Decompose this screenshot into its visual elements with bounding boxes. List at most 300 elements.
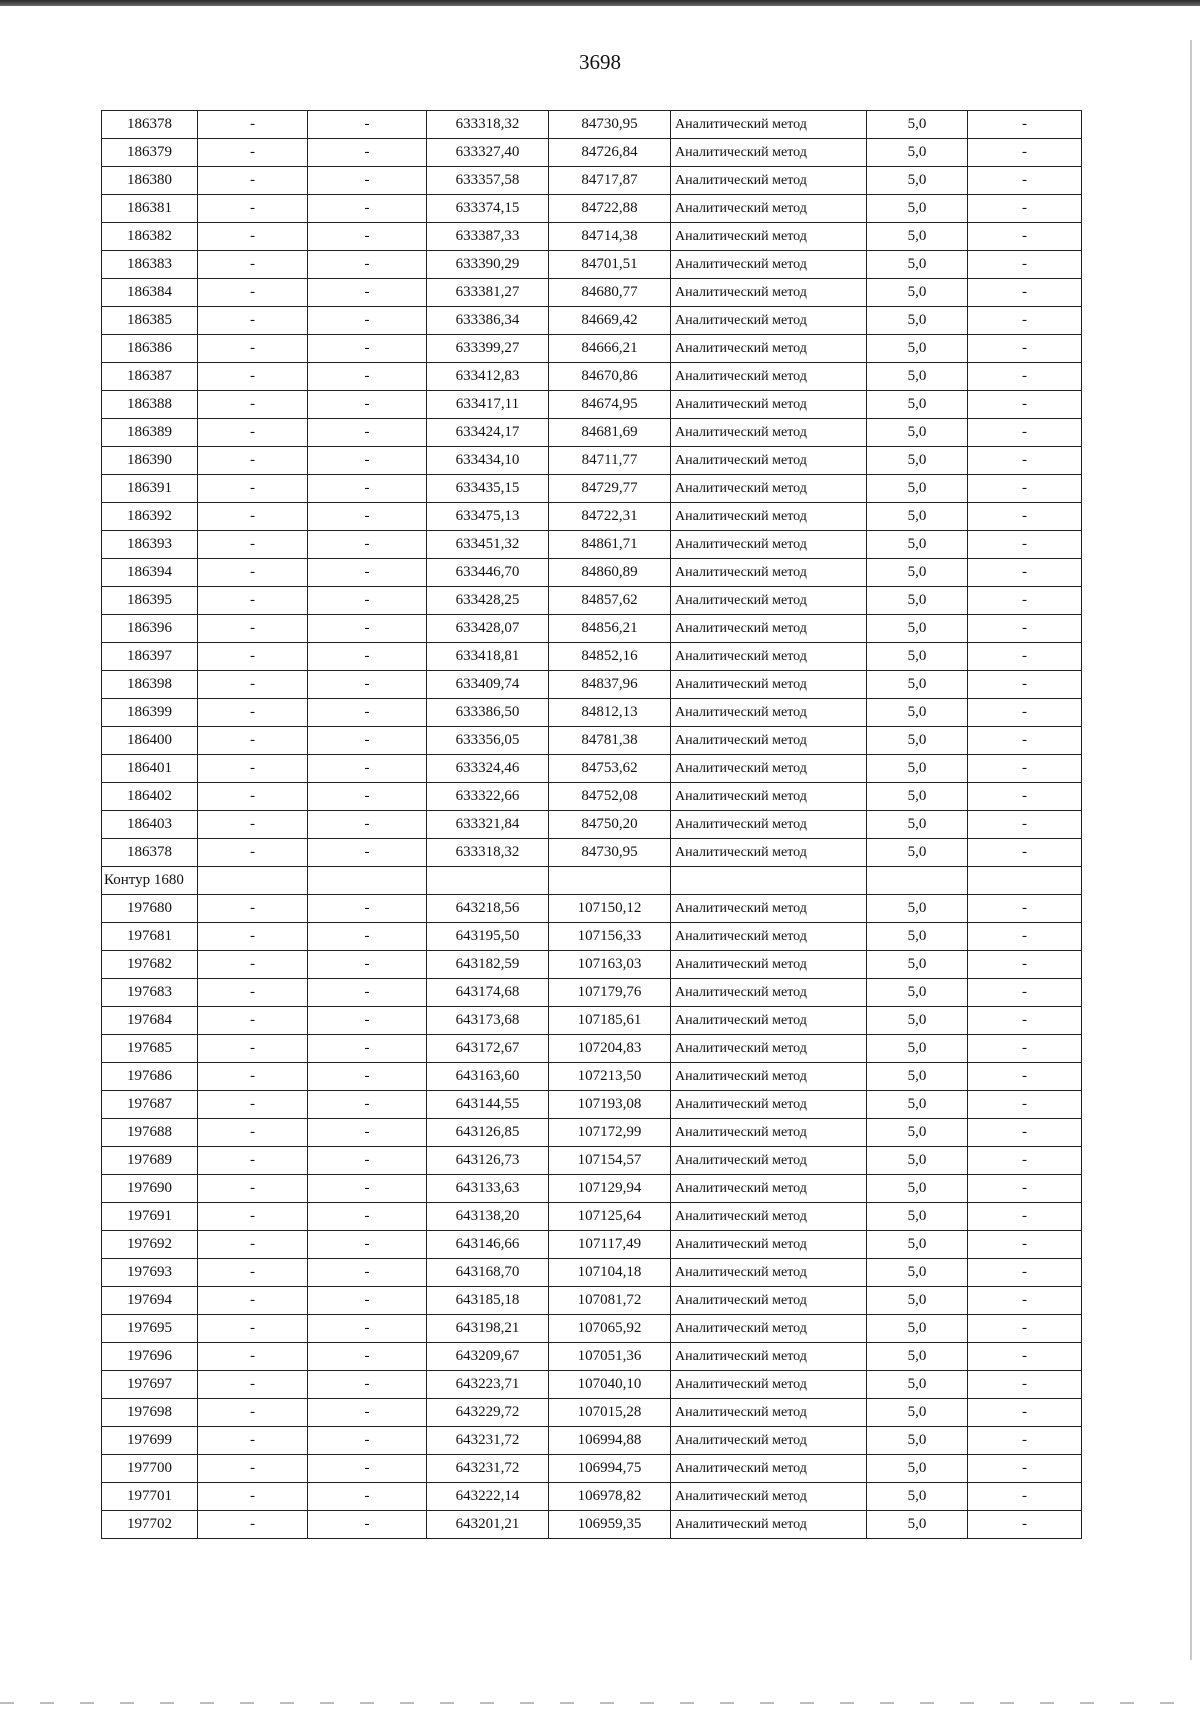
- table-row: [102, 1455, 1082, 1483]
- table-row: [102, 111, 1082, 139]
- accuracy-cell: 5,0: [867, 391, 968, 419]
- accuracy-cell: 5,0: [867, 1399, 968, 1427]
- table-row: [102, 307, 1082, 335]
- table-row: [102, 419, 1082, 447]
- dash-cell: -: [968, 139, 1082, 167]
- table-row: [102, 1007, 1082, 1035]
- coordinate-x-cell: 633475,13: [427, 503, 549, 531]
- point-number-cell: 186378: [102, 111, 198, 139]
- coordinate-x-cell: 643168,70: [427, 1259, 549, 1287]
- method-cell: Аналитический метод: [671, 1287, 867, 1315]
- dash-cell: -: [308, 1119, 427, 1147]
- coordinate-y-cell: 84856,21: [549, 615, 671, 643]
- coordinate-y-cell: 107179,76: [549, 979, 671, 1007]
- coordinate-x-cell: 643222,14: [427, 1483, 549, 1511]
- coordinate-x-cell: 633321,84: [427, 811, 549, 839]
- table-row: [102, 811, 1082, 839]
- scan-bottom-edge: [0, 1702, 1200, 1704]
- dash-cell: -: [198, 1287, 308, 1315]
- method-cell: Аналитический метод: [671, 895, 867, 923]
- method-cell: Аналитический метод: [671, 531, 867, 559]
- empty-cell: [427, 867, 549, 895]
- coordinate-y-cell: 107213,50: [549, 1063, 671, 1091]
- coordinate-y-cell: 107117,49: [549, 1231, 671, 1259]
- dash-cell: -: [308, 419, 427, 447]
- dash-cell: -: [198, 1063, 308, 1091]
- coordinate-x-cell: 643163,60: [427, 1063, 549, 1091]
- coordinate-x-cell: 643195,50: [427, 923, 549, 951]
- dash-cell: -: [968, 475, 1082, 503]
- coordinate-x-cell: 633412,83: [427, 363, 549, 391]
- dash-cell: -: [198, 307, 308, 335]
- coordinates-table-body: [102, 111, 1082, 1539]
- dash-cell: -: [308, 1007, 427, 1035]
- accuracy-cell: 5,0: [867, 1007, 968, 1035]
- coordinate-x-cell: 643126,85: [427, 1119, 549, 1147]
- dash-cell: -: [968, 223, 1082, 251]
- point-number-cell: 186388: [102, 391, 198, 419]
- coordinate-y-cell: 84852,16: [549, 643, 671, 671]
- dash-cell: -: [198, 1511, 308, 1539]
- dash-cell: -: [308, 503, 427, 531]
- method-cell: Аналитический метод: [671, 419, 867, 447]
- dash-cell: -: [308, 1343, 427, 1371]
- dash-cell: -: [308, 1427, 427, 1455]
- table-row: [102, 699, 1082, 727]
- point-number-cell: 197687: [102, 1091, 198, 1119]
- table-row: [102, 1287, 1082, 1315]
- point-number-cell: 186393: [102, 531, 198, 559]
- coordinate-x-cell: 633374,15: [427, 195, 549, 223]
- point-number-cell: 186403: [102, 811, 198, 839]
- point-number-cell: 197696: [102, 1343, 198, 1371]
- coordinates-table: [101, 110, 1082, 1539]
- dash-cell: -: [198, 559, 308, 587]
- point-number-cell: 197684: [102, 1007, 198, 1035]
- coordinate-x-cell: 633409,74: [427, 671, 549, 699]
- dash-cell: -: [968, 755, 1082, 783]
- dash-cell: -: [308, 475, 427, 503]
- point-number-cell: 186385: [102, 307, 198, 335]
- accuracy-cell: 5,0: [867, 951, 968, 979]
- table-row: [102, 559, 1082, 587]
- table-row: [102, 1119, 1082, 1147]
- method-cell: Аналитический метод: [671, 391, 867, 419]
- accuracy-cell: 5,0: [867, 979, 968, 1007]
- dash-cell: -: [198, 979, 308, 1007]
- dash-cell: -: [198, 923, 308, 951]
- accuracy-cell: 5,0: [867, 363, 968, 391]
- dash-cell: -: [308, 335, 427, 363]
- dash-cell: -: [968, 1343, 1082, 1371]
- accuracy-cell: 5,0: [867, 1483, 968, 1511]
- coordinate-x-cell: 633390,29: [427, 251, 549, 279]
- coordinate-y-cell: 107163,03: [549, 951, 671, 979]
- coordinate-x-cell: 643223,71: [427, 1371, 549, 1399]
- coordinate-y-cell: 84711,77: [549, 447, 671, 475]
- point-number-cell: 186384: [102, 279, 198, 307]
- accuracy-cell: 5,0: [867, 279, 968, 307]
- dash-cell: -: [968, 671, 1082, 699]
- coordinate-y-cell: 107129,94: [549, 1175, 671, 1203]
- accuracy-cell: 5,0: [867, 671, 968, 699]
- dash-cell: -: [968, 335, 1082, 363]
- method-cell: Аналитический метод: [671, 1483, 867, 1511]
- dash-cell: -: [198, 699, 308, 727]
- table-row: [102, 335, 1082, 363]
- method-cell: Аналитический метод: [671, 307, 867, 335]
- dash-cell: -: [968, 307, 1082, 335]
- table-row: [102, 391, 1082, 419]
- coordinate-y-cell: 84861,71: [549, 531, 671, 559]
- method-cell: Аналитический метод: [671, 1455, 867, 1483]
- method-cell: Аналитический метод: [671, 1511, 867, 1539]
- dash-cell: -: [198, 1147, 308, 1175]
- dash-cell: -: [968, 167, 1082, 195]
- table-row: [102, 895, 1082, 923]
- dash-cell: -: [968, 447, 1082, 475]
- dash-cell: -: [308, 1371, 427, 1399]
- coordinate-y-cell: 107081,72: [549, 1287, 671, 1315]
- dash-cell: -: [308, 111, 427, 139]
- accuracy-cell: 5,0: [867, 1119, 968, 1147]
- accuracy-cell: 5,0: [867, 447, 968, 475]
- dash-cell: -: [198, 1483, 308, 1511]
- point-number-cell: 197685: [102, 1035, 198, 1063]
- point-number-cell: 186383: [102, 251, 198, 279]
- coordinate-y-cell: 84669,42: [549, 307, 671, 335]
- point-number-cell: 197692: [102, 1231, 198, 1259]
- method-cell: Аналитический метод: [671, 559, 867, 587]
- accuracy-cell: 5,0: [867, 755, 968, 783]
- coordinate-y-cell: 107125,64: [549, 1203, 671, 1231]
- dash-cell: -: [198, 615, 308, 643]
- dash-cell: -: [308, 671, 427, 699]
- dash-cell: -: [308, 1259, 427, 1287]
- point-number-cell: 186389: [102, 419, 198, 447]
- dash-cell: -: [198, 335, 308, 363]
- dash-cell: -: [198, 1091, 308, 1119]
- accuracy-cell: 5,0: [867, 895, 968, 923]
- accuracy-cell: 5,0: [867, 1175, 968, 1203]
- coordinate-y-cell: 84857,62: [549, 587, 671, 615]
- dash-cell: -: [968, 895, 1082, 923]
- table-row: [102, 251, 1082, 279]
- dash-cell: -: [308, 755, 427, 783]
- dash-cell: -: [968, 1455, 1082, 1483]
- coordinate-x-cell: 633356,05: [427, 727, 549, 755]
- accuracy-cell: 5,0: [867, 811, 968, 839]
- coordinate-x-cell: 643209,67: [427, 1343, 549, 1371]
- dash-cell: -: [198, 419, 308, 447]
- table-row: [102, 923, 1082, 951]
- dash-cell: -: [968, 951, 1082, 979]
- coordinate-x-cell: 633318,32: [427, 839, 549, 867]
- table-row: [102, 1175, 1082, 1203]
- coordinate-x-cell: 633327,40: [427, 139, 549, 167]
- point-number-cell: 197701: [102, 1483, 198, 1511]
- dash-cell: -: [308, 587, 427, 615]
- coordinate-y-cell: 107015,28: [549, 1399, 671, 1427]
- accuracy-cell: 5,0: [867, 1315, 968, 1343]
- coordinate-y-cell: 84812,13: [549, 699, 671, 727]
- coordinate-y-cell: 84726,84: [549, 139, 671, 167]
- coordinate-y-cell: 84717,87: [549, 167, 671, 195]
- table-row: [102, 1147, 1082, 1175]
- point-number-cell: 197690: [102, 1175, 198, 1203]
- accuracy-cell: 5,0: [867, 503, 968, 531]
- empty-cell: [549, 867, 671, 895]
- method-cell: Аналитический метод: [671, 755, 867, 783]
- dash-cell: -: [308, 1063, 427, 1091]
- coordinate-x-cell: 633318,32: [427, 111, 549, 139]
- dash-cell: -: [198, 727, 308, 755]
- dash-cell: -: [968, 783, 1082, 811]
- coordinate-x-cell: 633381,27: [427, 279, 549, 307]
- dash-cell: -: [968, 615, 1082, 643]
- coordinate-x-cell: 643218,56: [427, 895, 549, 923]
- method-cell: Аналитический метод: [671, 643, 867, 671]
- coordinate-x-cell: 643229,72: [427, 1399, 549, 1427]
- contour-label: Контур 1680: [102, 867, 198, 895]
- table-row: [102, 139, 1082, 167]
- coordinate-x-cell: 633434,10: [427, 447, 549, 475]
- dash-cell: -: [198, 391, 308, 419]
- coordinate-x-cell: 643126,73: [427, 1147, 549, 1175]
- coordinate-x-cell: 633435,15: [427, 475, 549, 503]
- dash-cell: -: [968, 699, 1082, 727]
- coordinate-y-cell: 84860,89: [549, 559, 671, 587]
- coordinate-x-cell: 633386,34: [427, 307, 549, 335]
- coordinate-y-cell: 107040,10: [549, 1371, 671, 1399]
- accuracy-cell: 5,0: [867, 1147, 968, 1175]
- empty-cell: [308, 867, 427, 895]
- dash-cell: -: [308, 531, 427, 559]
- point-number-cell: 197686: [102, 1063, 198, 1091]
- empty-cell: [198, 867, 308, 895]
- point-number-cell: 186378: [102, 839, 198, 867]
- table-row: [102, 783, 1082, 811]
- coordinate-y-cell: 84722,31: [549, 503, 671, 531]
- coordinate-x-cell: 633417,11: [427, 391, 549, 419]
- method-cell: Аналитический метод: [671, 727, 867, 755]
- dash-cell: -: [308, 615, 427, 643]
- point-number-cell: 186395: [102, 587, 198, 615]
- dash-cell: -: [968, 1483, 1082, 1511]
- dash-cell: -: [198, 167, 308, 195]
- accuracy-cell: 5,0: [867, 223, 968, 251]
- coordinate-y-cell: 106994,75: [549, 1455, 671, 1483]
- dash-cell: -: [968, 1427, 1082, 1455]
- dash-cell: -: [968, 1063, 1082, 1091]
- dash-cell: -: [198, 643, 308, 671]
- dash-cell: -: [968, 1231, 1082, 1259]
- dash-cell: -: [308, 1091, 427, 1119]
- coordinate-y-cell: 84674,95: [549, 391, 671, 419]
- dash-cell: -: [968, 419, 1082, 447]
- coordinate-x-cell: 633357,58: [427, 167, 549, 195]
- coordinate-x-cell: 633324,46: [427, 755, 549, 783]
- method-cell: Аналитический метод: [671, 951, 867, 979]
- method-cell: Аналитический метод: [671, 195, 867, 223]
- accuracy-cell: 5,0: [867, 1455, 968, 1483]
- dash-cell: -: [198, 1175, 308, 1203]
- coordinate-y-cell: 107154,57: [549, 1147, 671, 1175]
- method-cell: Аналитический метод: [671, 167, 867, 195]
- method-cell: Аналитический метод: [671, 1427, 867, 1455]
- coordinate-x-cell: 633446,70: [427, 559, 549, 587]
- coordinate-x-cell: 633418,81: [427, 643, 549, 671]
- empty-cell: [867, 867, 968, 895]
- table-row: [102, 1203, 1082, 1231]
- point-number-cell: 186382: [102, 223, 198, 251]
- dash-cell: -: [198, 839, 308, 867]
- coordinate-x-cell: 633428,07: [427, 615, 549, 643]
- accuracy-cell: 5,0: [867, 783, 968, 811]
- dash-cell: -: [968, 1203, 1082, 1231]
- dash-cell: -: [308, 839, 427, 867]
- dash-cell: -: [308, 783, 427, 811]
- point-number-cell: 197702: [102, 1511, 198, 1539]
- point-number-cell: 186379: [102, 139, 198, 167]
- coordinate-x-cell: 643138,20: [427, 1203, 549, 1231]
- dash-cell: -: [968, 839, 1082, 867]
- coordinate-y-cell: 84730,95: [549, 839, 671, 867]
- dash-cell: -: [308, 167, 427, 195]
- method-cell: Аналитический метод: [671, 447, 867, 475]
- dash-cell: -: [308, 1315, 427, 1343]
- dash-cell: -: [198, 1399, 308, 1427]
- dash-cell: -: [308, 1287, 427, 1315]
- dash-cell: -: [308, 307, 427, 335]
- dash-cell: -: [198, 447, 308, 475]
- coordinate-y-cell: 84714,38: [549, 223, 671, 251]
- point-number-cell: 197680: [102, 895, 198, 923]
- method-cell: Аналитический метод: [671, 1035, 867, 1063]
- dash-cell: -: [198, 1315, 308, 1343]
- scan-right-edge: [1190, 40, 1192, 1660]
- point-number-cell: 186396: [102, 615, 198, 643]
- dash-cell: -: [198, 111, 308, 139]
- contour-header-row: [102, 867, 1082, 895]
- table-row: [102, 1427, 1082, 1455]
- coordinate-y-cell: 107150,12: [549, 895, 671, 923]
- table-row: [102, 195, 1082, 223]
- table-row: [102, 1399, 1082, 1427]
- coordinate-x-cell: 633424,17: [427, 419, 549, 447]
- coordinate-x-cell: 643133,63: [427, 1175, 549, 1203]
- point-number-cell: 197689: [102, 1147, 198, 1175]
- empty-cell: [671, 867, 867, 895]
- method-cell: Аналитический метод: [671, 1399, 867, 1427]
- method-cell: Аналитический метод: [671, 699, 867, 727]
- dash-cell: -: [198, 279, 308, 307]
- dash-cell: -: [198, 1427, 308, 1455]
- accuracy-cell: 5,0: [867, 111, 968, 139]
- accuracy-cell: 5,0: [867, 1371, 968, 1399]
- dash-cell: -: [968, 587, 1082, 615]
- table-row: [102, 587, 1082, 615]
- coordinate-y-cell: 84681,69: [549, 419, 671, 447]
- accuracy-cell: 5,0: [867, 587, 968, 615]
- accuracy-cell: 5,0: [867, 167, 968, 195]
- table-row: [102, 615, 1082, 643]
- dash-cell: -: [198, 531, 308, 559]
- method-cell: Аналитический метод: [671, 1231, 867, 1259]
- method-cell: Аналитический метод: [671, 335, 867, 363]
- table-row: [102, 279, 1082, 307]
- method-cell: Аналитический метод: [671, 503, 867, 531]
- table-row: [102, 671, 1082, 699]
- point-number-cell: 186394: [102, 559, 198, 587]
- dash-cell: -: [198, 895, 308, 923]
- coordinate-y-cell: 84701,51: [549, 251, 671, 279]
- dash-cell: -: [968, 195, 1082, 223]
- coordinate-y-cell: 107193,08: [549, 1091, 671, 1119]
- dash-cell: -: [308, 223, 427, 251]
- method-cell: Аналитический метод: [671, 1147, 867, 1175]
- page-number: 3698: [579, 50, 621, 74]
- dash-cell: -: [198, 223, 308, 251]
- dash-cell: -: [968, 1147, 1082, 1175]
- method-cell: Аналитический метод: [671, 223, 867, 251]
- accuracy-cell: 5,0: [867, 475, 968, 503]
- accuracy-cell: 5,0: [867, 1063, 968, 1091]
- dash-cell: -: [968, 811, 1082, 839]
- coordinate-y-cell: 84781,38: [549, 727, 671, 755]
- point-number-cell: 186397: [102, 643, 198, 671]
- point-number-cell: 186401: [102, 755, 198, 783]
- table-row: [102, 839, 1082, 867]
- point-number-cell: 186398: [102, 671, 198, 699]
- dash-cell: -: [308, 447, 427, 475]
- dash-cell: -: [308, 979, 427, 1007]
- table-row: [102, 531, 1082, 559]
- dash-cell: -: [968, 251, 1082, 279]
- method-cell: Аналитический метод: [671, 111, 867, 139]
- coordinate-y-cell: 84722,88: [549, 195, 671, 223]
- point-number-cell: 186400: [102, 727, 198, 755]
- dash-cell: -: [308, 923, 427, 951]
- coordinate-y-cell: 84666,21: [549, 335, 671, 363]
- table-row: [102, 951, 1082, 979]
- table-row: [102, 1315, 1082, 1343]
- coordinate-x-cell: 643182,59: [427, 951, 549, 979]
- dash-cell: -: [968, 391, 1082, 419]
- method-cell: Аналитический метод: [671, 671, 867, 699]
- dash-cell: -: [308, 251, 427, 279]
- coordinate-y-cell: 84680,77: [549, 279, 671, 307]
- table-row: [102, 1063, 1082, 1091]
- coordinate-y-cell: 84670,86: [549, 363, 671, 391]
- dash-cell: -: [968, 1399, 1082, 1427]
- dash-cell: -: [198, 503, 308, 531]
- table-row: [102, 755, 1082, 783]
- table-row: [102, 363, 1082, 391]
- method-cell: Аналитический метод: [671, 1371, 867, 1399]
- method-cell: Аналитический метод: [671, 251, 867, 279]
- coordinate-x-cell: 643173,68: [427, 1007, 549, 1035]
- dash-cell: -: [308, 559, 427, 587]
- dash-cell: -: [308, 1147, 427, 1175]
- dash-cell: -: [968, 1007, 1082, 1035]
- dash-cell: -: [308, 1511, 427, 1539]
- dash-cell: -: [198, 139, 308, 167]
- accuracy-cell: 5,0: [867, 419, 968, 447]
- dash-cell: -: [308, 391, 427, 419]
- accuracy-cell: 5,0: [867, 1091, 968, 1119]
- dash-cell: -: [198, 363, 308, 391]
